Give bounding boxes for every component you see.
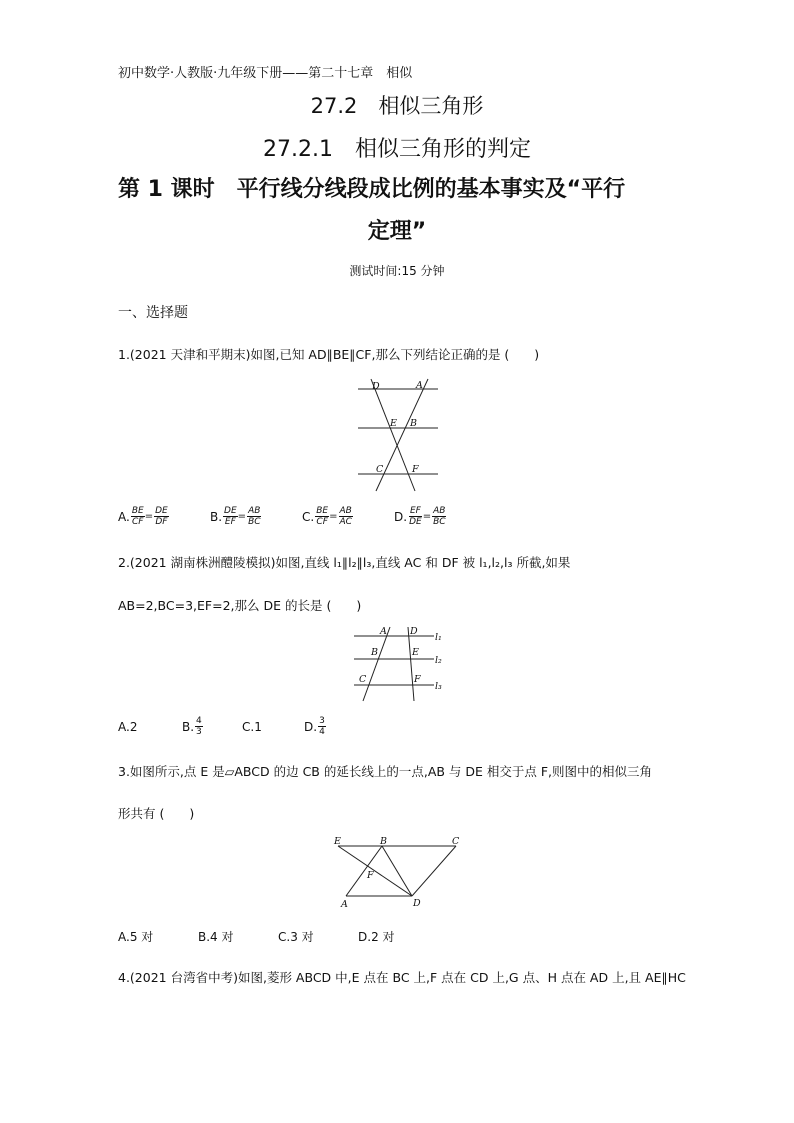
question-2-text-line1: 2.(2021 湖南株洲醴陵模拟)如图,直线 l₁∥l₂∥l₃,直线 AC 和 DF 被 l₁,l₂,l₃ 所截,如果 (118, 555, 571, 570)
lesson-title-line1: 第 1 课时 平行线分线段成比例的基本事实及“平行 (118, 177, 626, 202)
figure1-label-a: A (416, 380, 423, 391)
question-3-figure (330, 834, 466, 910)
question-1-options (118, 506, 486, 527)
lesson-title-line2: 定理” (367, 219, 427, 244)
figure3-label-d: D (413, 898, 421, 909)
figure2-label-c: C (359, 674, 367, 685)
q2-option-d[interactable]: D. $\frac{3}{4}$ (304, 716, 325, 737)
figure2-label-l3: l₃ (435, 681, 442, 692)
question-3-options (118, 928, 438, 945)
q1-option-b[interactable]: B. $\frac{DE}{EF}$ = $\frac{AB}{BC}$ (210, 506, 261, 527)
question-4-text: 4.(2021 台湾省中考)如图,菱形 ABCD 中,E 点在 BC 上,F 点在 CD 上,G 点、H 点在 AD 上,且 AE∥HC (118, 970, 686, 985)
figure2-label-b: B (371, 647, 378, 658)
figure3-label-e: E (334, 836, 341, 847)
question-3-text-line1: 3.如图所示,点 E 是▱ABCD 的边 CB 的延长线上的一点,AB 与 DE 相交于点 F,则图中的相似三角 (118, 764, 653, 779)
figure2-label-e: E (412, 647, 419, 658)
figure1-label-e: E (390, 418, 397, 429)
q3-option-d[interactable]: D. 2 对 (358, 929, 395, 944)
subsection-title: 27.2.1 相似三角形的判定 (263, 137, 531, 162)
figure1-label-f: F (412, 464, 419, 475)
test-time: 测试时间:15 分钟 (349, 264, 445, 278)
q3-option-a[interactable]: A. 5 对 (118, 929, 154, 944)
q3-option-c[interactable]: C. 3 对 (278, 929, 314, 944)
q3-option-b[interactable]: B. 4 对 (198, 929, 234, 944)
figure2-label-l2: l₂ (435, 655, 442, 666)
q1-option-d[interactable]: D. $\frac{EF}{DE}$ = $\frac{AB}{BC}$ (394, 506, 446, 527)
figure2-label-l1: l₁ (435, 632, 442, 643)
breadcrumb: 初中数学·人教版·九年级下册——第二十七章 相似 (118, 66, 413, 81)
question-2-figure (350, 624, 450, 704)
question-2-text-line2: AB=2,BC=3,EF=2,那么 DE 的长是 ( ) (118, 598, 362, 613)
figure2-label-f: F (414, 674, 421, 685)
q2-option-c[interactable]: C. 1 (242, 719, 262, 734)
figure3-label-a: A (341, 899, 348, 910)
figure2-label-a: A (380, 626, 387, 637)
section-heading: 一、选择题 (118, 305, 188, 321)
question-1-text: 1.(2021 天津和平期末)如图,已知 AD∥BE∥CF,那么下列结论正确的是 ( ) (118, 347, 540, 362)
figure3-label-b: B (380, 836, 387, 847)
figure1-label-d: D (372, 381, 380, 392)
section-title: 27.2 相似三角形 (310, 94, 484, 118)
q2-option-a[interactable]: A. 2 (118, 719, 138, 734)
figure1-label-c: C (376, 464, 384, 475)
q1-option-a[interactable]: A. $\frac{BE}{CF}$ = $\frac{DE}{DF}$ (118, 506, 168, 527)
question-2-options (118, 716, 364, 737)
figure1-label-b: B (410, 418, 417, 429)
figure3-label-c: C (452, 836, 460, 847)
q1-option-c[interactable]: C. $\frac{BE}{CF}$ = $\frac{AB}{AC}$ (302, 506, 352, 527)
figure3-label-f: F (367, 870, 374, 881)
figure2-label-d: D (410, 626, 418, 637)
q2-option-b[interactable]: B. $\frac{4}{3}$ (182, 716, 202, 737)
question-3-text-line2: 形共有 ( ) (118, 806, 195, 821)
question-1-figure (352, 376, 440, 494)
